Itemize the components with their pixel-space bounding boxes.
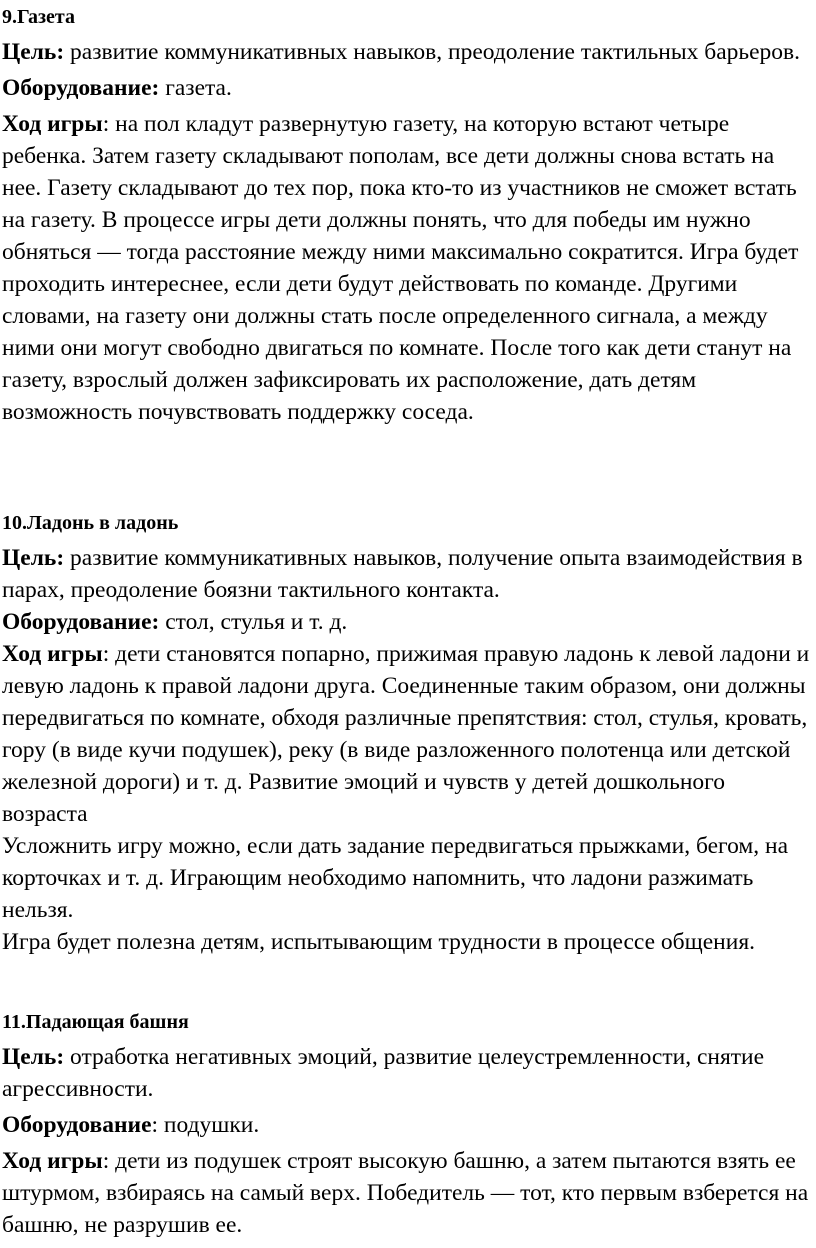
goal-paragraph: [2, 1041, 812, 1105]
game-course-text: : на пол кладут развернутую газету, на которую встают четыре ребенка. Затем газету складывают пополам, все дети должны снова встать на нее. Газету складывают до тех пор, пока кто-то из участников не сможет встать на газету. В процессе игры дети должны понять, что для победы им нужно обняться — тогда расстояние между ними максимально сократится. Игра будет проходить интереснее, если дети будут действовать по команде. Другими словами, на газету они должны стать после определенного сигнала, а между ними они могут свободно двигаться по комнате. После того как дети станут на газету, взрослый должен зафиксировать их расположение, дать детям возможность почувствовать поддержку соседа.: [2, 111, 799, 425]
game-course-paragraph: [2, 1145, 812, 1241]
equipment-text: стол, стулья и т. д.: [159, 609, 348, 635]
goal-paragraph: [2, 542, 812, 606]
equipment-label: Оборудование:: [2, 609, 160, 635]
game-course-label: Ход игры: [2, 641, 103, 667]
game-course-label: Ход игры: [2, 111, 103, 137]
equipment-label: Оборудование:: [2, 75, 160, 101]
goal-paragraph: [2, 36, 812, 68]
game-course-text: : дети из подушек строят высокую башню, а затем пытаются взять ее штурмом, взбираясь на самый верх. Победитель — тот, кто первым взберется на башню, не разрушив ее.: [2, 1148, 809, 1238]
extra-paragraph-usefulness: Игра будет полезна детям, испытывающим трудности в процессе общения.: [2, 929, 755, 955]
game-course-paragraph: [2, 638, 812, 830]
goal-label: Цель:: [2, 1044, 65, 1070]
goal-text: развитие коммуникативных навыков, преодоление тактильных барьеров.: [64, 39, 800, 65]
goal-label: Цель:: [2, 39, 65, 65]
game-section-gazeta: [2, 4, 812, 428]
goal-text: развитие коммуникативных навыков, получение опыта взаимодействия в парах, преодоление боязни тактильного контакта.: [2, 545, 803, 603]
equipment-text: газета.: [159, 75, 232, 101]
game-course-label: Ход игры: [2, 1148, 103, 1174]
game-course-text: : дети становятся попарно, прижимая правую ладонь к левой ладони и левую ладонь к правой ладони друга. Соединенные таким образом, они должны передвигаться по комнате, обходя различные препятствия: стол, стулья, кровать, гору (в виде кучи подушек), реку (в виде разложенного полотенца или детской железной дороги) и т. д. Развитие эмоций и чувств у детей дошкольного возраста: [2, 641, 810, 827]
goal-text: отработка негативных эмоций, развитие целеустремленности, снятие агрессивности.: [2, 1044, 765, 1102]
extra-paragraph-complication: Усложнить игру можно, если дать задание передвигаться прыжками, бегом, на корточках и т. д. Играющим необходимо напомнить, что ладони разжимать нельзя.: [2, 833, 789, 923]
game-section-palm-to-palm: [2, 510, 812, 958]
equipment-text: : подушки.: [151, 1112, 260, 1138]
equipment-label: Оборудование: [2, 1112, 152, 1138]
equipment-paragraph: [2, 1109, 812, 1141]
game-section-falling-tower: [2, 1009, 812, 1241]
section-title: 11.Падающая башня: [2, 1011, 189, 1033]
game-course-paragraph: [2, 108, 812, 428]
equipment-paragraph: [2, 72, 812, 104]
equipment-paragraph: [2, 606, 812, 638]
goal-label: Цель:: [2, 545, 65, 571]
section-title: 10.Ладонь в ладонь: [2, 512, 179, 534]
section-title: 9.Газета: [2, 6, 75, 28]
